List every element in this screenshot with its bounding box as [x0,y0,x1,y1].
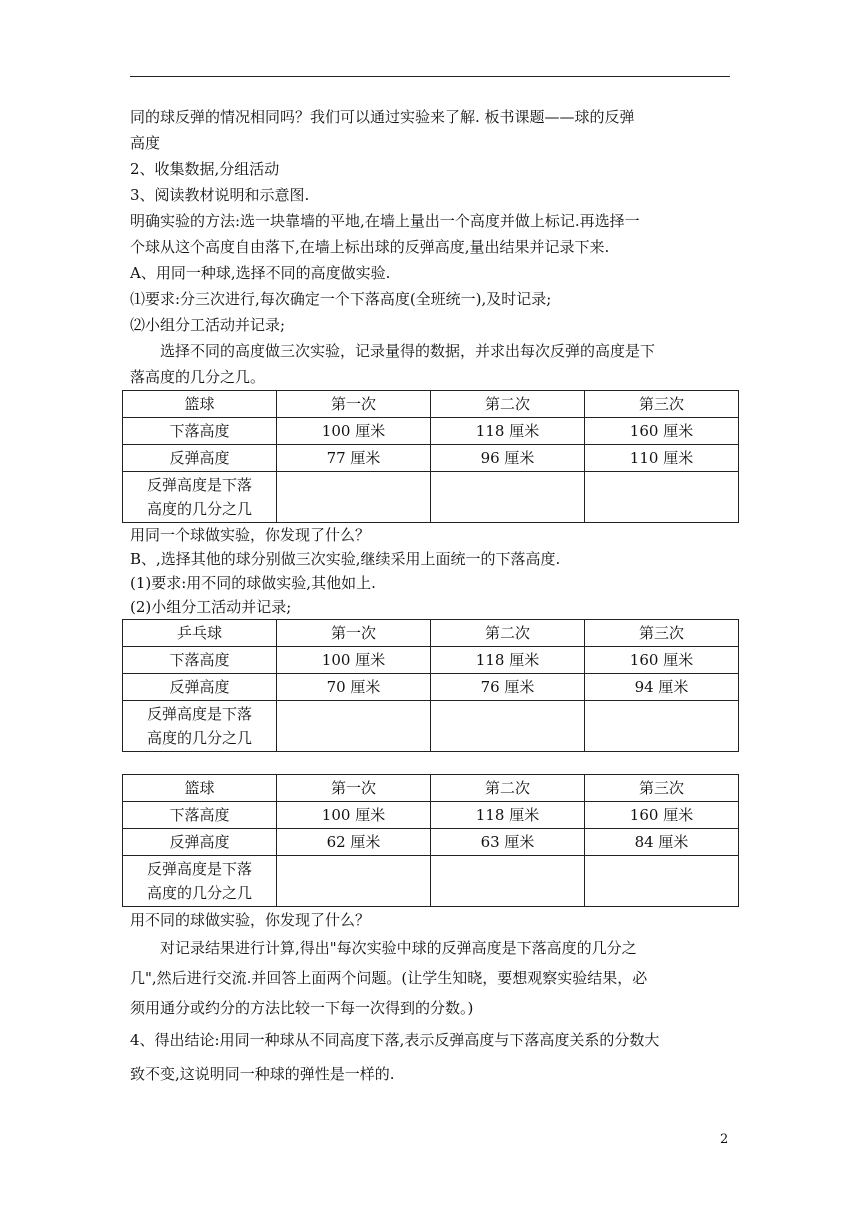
table-cell: 84 厘米 [585,829,739,856]
page-body [130,104,735,1091]
table-spacer [130,752,735,774]
table-row-bounce [123,445,739,472]
section-a-task-line-2: 落高度的几分之几。 [130,368,266,386]
table-header-cell: 第一次 [277,775,431,802]
method-line-2: 个球从这个高度自由落下,在墙上标出球的反弹高度,量出结果并记录下来. [130,238,610,256]
row-label-line-2: 高度的几分之几 [146,884,252,902]
row-label: 反弹高度 [123,829,277,856]
row-label: 反弹高度 [123,674,277,701]
row-label: 下落高度 [123,418,277,445]
table-cell-empty [277,856,431,907]
table-header-cell: 第二次 [431,391,585,418]
table-row-bounce [123,674,739,701]
table-row-drop [123,418,739,445]
table-row-ratio [123,856,739,907]
table-cell: 110 厘米 [585,445,739,472]
table-header-cell: 第二次 [431,775,585,802]
table-header-cell: 第一次 [277,391,431,418]
table-header-cell: 第二次 [431,620,585,647]
table-cell: 160 厘米 [585,802,739,829]
conclusion-line-1: 4、得出结论:用同一种球从不同高度下落,表示反弹高度与下落高度关系的分数大 [130,1031,660,1049]
table-header-row [123,620,739,647]
table-header-cell: 第一次 [277,620,431,647]
table-cell-empty [431,472,585,523]
section-a-title: A、用同一种球,选择不同的高度做实验. [130,264,391,282]
table-basketball-1 [122,390,739,523]
row-label-line-2: 高度的几分之几 [146,729,252,747]
calc-line-1: 对记录结果进行计算,得出"每次实验中球的反弹高度是下落高度的几分之 [160,939,637,957]
header-rule [130,76,730,77]
table-basketball-2 [122,774,739,907]
row-label-line-2: 高度的几分之几 [146,500,252,518]
row-label [123,701,277,752]
table-ball-name: 乒乓球 [123,620,277,647]
table-pingpong [122,619,739,752]
page-number: 2 [720,1132,729,1147]
section-a-req-2: ⑵小组分工活动并记录; [130,316,286,334]
table-row-ratio [123,472,739,523]
table-header-cell: 第三次 [585,620,739,647]
section-b-req-1: (1)要求:用不同的球做实验,其他如上. [130,574,376,592]
row-label: 下落高度 [123,647,277,674]
calc-line-3: 须用通分或约分的方法比较一下每一次得到的分数。) [130,999,474,1017]
intro-line-1: 同的球反弹的情况相同吗？我们可以通过实验来了解. 板书课题——球的反弹 [130,108,635,126]
table-cell: 62 厘米 [277,829,431,856]
table-cell: 118 厘米 [431,802,585,829]
section-b-title: B、,选择其他的球分别做三次实验,继续采用上面统一的下落高度. [130,550,561,568]
table-header-row [123,775,739,802]
step-2: 2、收集数据,分组活动 [130,160,280,178]
table-cell: 96 厘米 [431,445,585,472]
table-header-row [123,391,739,418]
row-label-line-1: 反弹高度是下落 [146,705,252,723]
section-b-question: 用不同的球做实验，你发现了什么？ [130,911,371,929]
row-label: 下落高度 [123,802,277,829]
row-label [123,856,277,907]
table-row-bounce [123,829,739,856]
table-ball-name: 篮球 [123,391,277,418]
table-cell: 77 厘米 [277,445,431,472]
intro-line-2: 高度 [130,134,161,152]
row-label-line-1: 反弹高度是下落 [146,860,252,878]
table-cell-empty [585,472,739,523]
table-cell: 63 厘米 [431,829,585,856]
table-cell-empty [277,701,431,752]
table-cell: 100 厘米 [277,802,431,829]
section-b-req-2: (2)小组分工活动并记录; [130,598,292,616]
table-cell-empty [585,701,739,752]
table-cell-empty [277,472,431,523]
conclusion-line-2: 致不变,这说明同一种球的弹性是一样的. [130,1065,395,1083]
table-header-cell: 第三次 [585,391,739,418]
row-label [123,472,277,523]
section-a-task-line-1: 选择不同的高度做三次实验，记录量得的数据，并求出每次反弹的高度是下 [160,342,656,360]
section-a-req-1: ⑴要求:分三次进行,每次确定一个下落高度(全班统一),及时记录; [130,290,552,308]
table-cell: 160 厘米 [585,418,739,445]
table-cell-empty [585,856,739,907]
table-cell: 118 厘米 [431,647,585,674]
method-line-1: 明确实验的方法:选一块靠墙的平地,在墙上量出一个高度并做上标记.再选择一 [130,212,640,230]
table-cell: 160 厘米 [585,647,739,674]
table-cell: 70 厘米 [277,674,431,701]
row-label: 反弹高度 [123,445,277,472]
table-cell: 94 厘米 [585,674,739,701]
row-label-line-1: 反弹高度是下落 [146,476,252,494]
table-cell: 118 厘米 [431,418,585,445]
table-ball-name: 篮球 [123,775,277,802]
section-a-question: 用同一个球做实验，你发现了什么？ [130,526,371,544]
table-cell-empty [431,856,585,907]
table-row-drop [123,647,739,674]
table-cell: 100 厘米 [277,418,431,445]
step-3: 3、阅读教材说明和示意图. [130,186,310,204]
table-row-ratio [123,701,739,752]
table-cell: 100 厘米 [277,647,431,674]
table-header-cell: 第三次 [585,775,739,802]
table-cell-empty [431,701,585,752]
calc-line-2: 几",然后进行交流.并回答上面两个问题。(让学生知晓，要想观察实验结果，必 [130,969,648,987]
table-row-drop [123,802,739,829]
table-cell: 76 厘米 [431,674,585,701]
